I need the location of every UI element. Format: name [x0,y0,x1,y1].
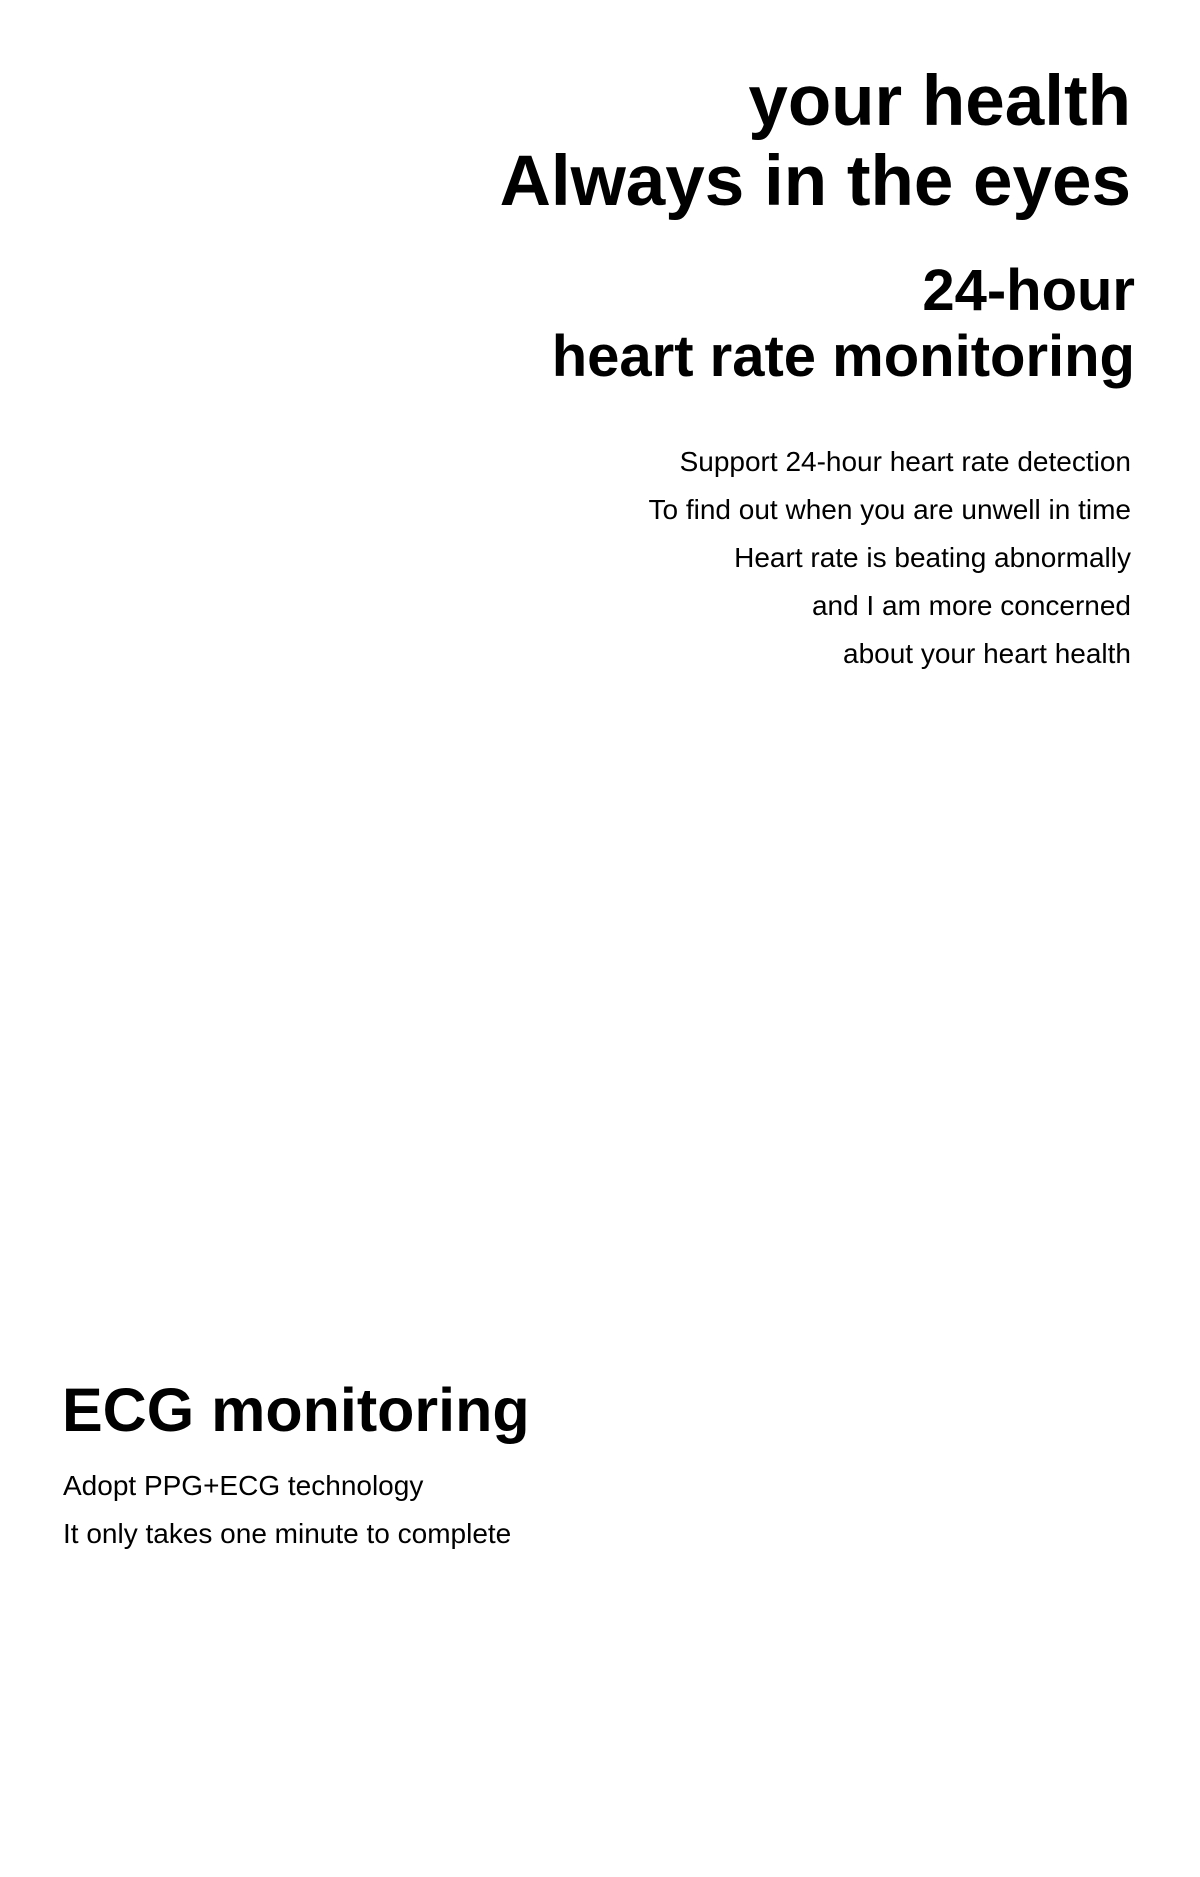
hero-line-2: Always in the eyes [499,142,1131,221]
heart-rate-description-line: To find out when you are unwell in time [648,494,1131,525]
heart-rate-title-line-1: 24-hour [922,258,1135,323]
heart-rate-description-line: about your heart health [843,638,1131,669]
hero-headline [500,62,1131,222]
ecg-title: ECG monitoring [62,1376,530,1444]
heart-rate-heading [552,258,1135,390]
heart-rate-description [649,438,1132,678]
heart-rate-description-line: Support 24-hour heart rate detection [679,446,1131,477]
heart-rate-description-line: and I am more concerned [811,590,1131,621]
heart-rate-description-line: Heart rate is beating abnormally [734,542,1131,573]
ecg-description-line: Adopt PPG+ECG technology [63,1470,424,1501]
ecg-description-line: It only takes one minute to complete [63,1518,512,1549]
hero-line-1: your health [748,62,1131,141]
heart-rate-title-line-2: heart rate monitoring [551,324,1135,389]
ecg-description [63,1462,511,1558]
